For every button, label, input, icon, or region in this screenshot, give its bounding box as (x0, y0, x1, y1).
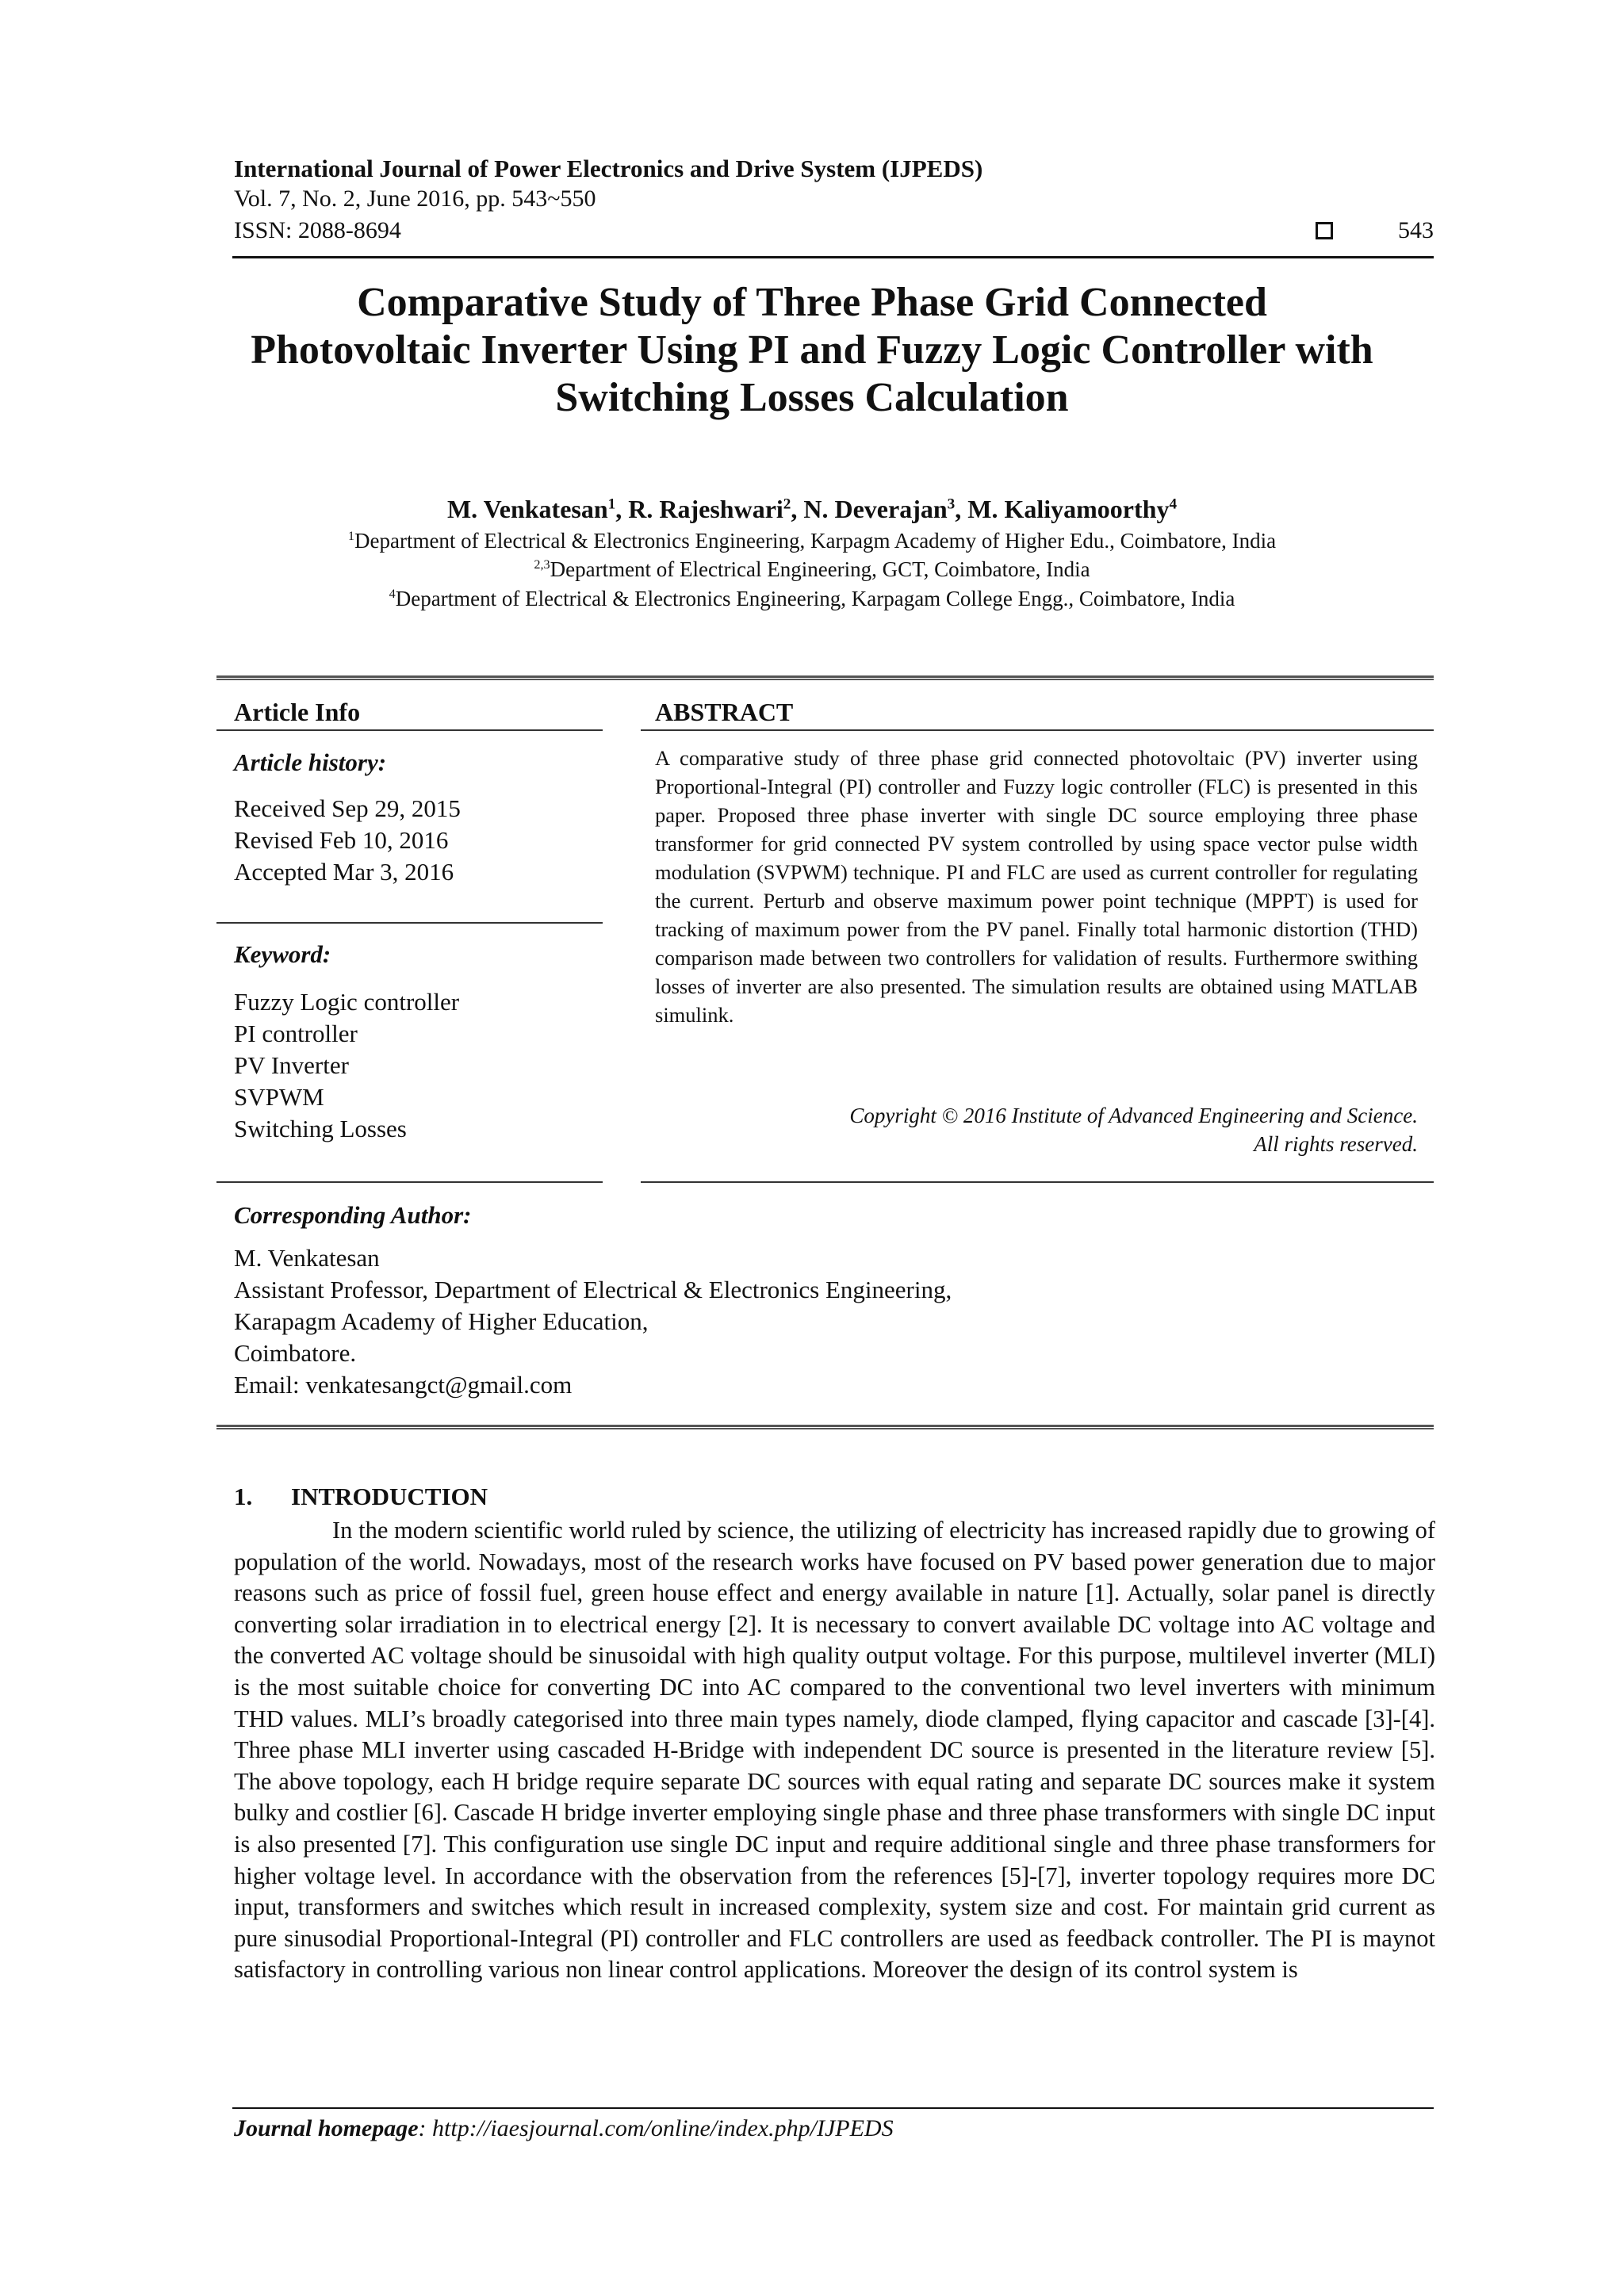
author: M. Kaliyamoorthy (967, 495, 1170, 523)
corresponding-city: Coimbatore. (234, 1339, 357, 1367)
journal-issn: ISSN: 2088-8694 (234, 217, 401, 243)
author-sup: 1 (607, 496, 616, 513)
copyright-line-2: All rights reserved. (1254, 1132, 1418, 1156)
homepage-url[interactable]: : http://iaesjournal.com/online/index.php/IJPEDS (418, 2115, 894, 2141)
keyword: PI controller (234, 1020, 358, 1047)
footer-rule (232, 2107, 1434, 2109)
author: N. Deverajan (803, 495, 948, 523)
corresponding-institution: Karapagm Academy of Higher Education, (234, 1307, 649, 1335)
revised-date: Revised Feb 10, 2016 (234, 826, 449, 854)
keyword: Fuzzy Logic controller (234, 988, 460, 1016)
keyword-list (234, 986, 459, 1145)
affiliation-text: Department of Electrical & Electronics Engineering, Karpagm Academy of Higher Edu., Coimbatore, India (354, 529, 1277, 553)
author-sep: , (615, 495, 629, 523)
author-sep: , (791, 495, 804, 523)
corresponding-position: Assistant Professor, Department of Electrical & Electronics Engineering, (234, 1276, 952, 1303)
corresponding-email: Email: venkatesangct@gmail.com (234, 1371, 573, 1399)
author-sup: 3 (947, 496, 956, 513)
accepted-date: Accepted Mar 3, 2016 (234, 858, 454, 886)
keyword: PV Inverter (234, 1051, 349, 1079)
header-rule (232, 256, 1434, 258)
article-history (234, 793, 461, 888)
section-heading-introduction (234, 1483, 488, 1511)
copyright-line-1: Copyright © 2016 Institute of Advanced Engineering and Science. (849, 1104, 1418, 1127)
affiliation-1 (190, 529, 1434, 553)
title-line-3: Switching Losses Calculation (555, 375, 1069, 420)
article-history-heading: Article history: (234, 748, 387, 776)
affiliation-2 (190, 557, 1434, 582)
keyword-rule (216, 1181, 603, 1183)
affiliation-sup: 1 (347, 529, 354, 543)
author-list (190, 495, 1434, 524)
journal-volume: Vol. 7, No. 2, June 2016, pp. 543~550 (234, 186, 596, 212)
affiliation-3 (190, 587, 1434, 611)
abstract-bottom-rule (641, 1181, 1434, 1183)
affiliation-sup: 4 (389, 587, 396, 601)
affiliation-sup: 2,3 (534, 557, 550, 572)
article-info-rule (216, 729, 603, 731)
title-line-2: Photovoltaic Inverter Using PI and Fuzzy Logic Controller with (251, 327, 1373, 373)
article-info-heading: Article Info (234, 698, 361, 726)
author-sep: , (955, 495, 968, 523)
paper-title (190, 279, 1434, 422)
author: M. Venkatesan (446, 495, 608, 523)
journal-name: International Journal of Power Electronics and Drive System (IJPEDS) (234, 155, 983, 182)
homepage-label: Journal homepage (234, 2115, 419, 2141)
author: R. Rajeshwari (628, 495, 783, 523)
received-date: Received Sep 29, 2015 (234, 794, 461, 822)
info-box-bottom-rule (216, 1425, 1434, 1429)
corresponding-author-heading: Corresponding Author: (234, 1201, 472, 1229)
corresponding-name: M. Venkatesan (234, 1244, 380, 1272)
abstract-body: A comparative study of three phase grid connected photovoltaic (PV) inverter using Proportional-Integral (PI) controller and Fuzzy logic controller (FLC) is presented in this paper. Proposed three phase inverter with single DC source employing three phase transformer for grid connected PV system controlled by using space vector pulse width modulation (SVPWM) technique. PI and FLC are used as current controller for regulating the current. Perturb and observe maximum power point technique (MPPT) is used for tracking of maximum power from the PV panel. Finally total harmonic distortion (THD) comparison made between two controllers for validation of results. Furthermore swithing losses of inverter are also presented. The simulation results are obtained using MATLAB simulink. (655, 746, 1418, 1027)
keyword: SVPWM (234, 1083, 324, 1111)
abstract-rule (641, 729, 1434, 731)
square-bullet-icon (1316, 222, 1333, 239)
section-number: 1. (234, 1483, 253, 1510)
info-box-top-rule (216, 675, 1434, 680)
copyright-notice (849, 1101, 1418, 1158)
affiliation-text: Department of Electrical & Electronics Engineering, Karpagam College Engg., Coimbatore, India (395, 587, 1235, 610)
section-title: INTRODUCTION (291, 1483, 488, 1510)
history-rule (216, 922, 603, 924)
title-line-1: Comparative Study of Three Phase Grid Connected (357, 280, 1267, 325)
journal-homepage (234, 2115, 894, 2142)
keyword-heading: Keyword: (234, 940, 331, 968)
abstract-heading: ABSTRACT (655, 698, 794, 726)
author-sup: 4 (1169, 496, 1178, 513)
corresponding-author-details (234, 1242, 952, 1401)
introduction-body: In the modern scientific world ruled by science, the utilizing of electricity has increased rapidly due to growing of population of the world. Nowadays, most of the research works have focused on PV based power generation due to major reasons such as price of fossil fuel, green house effect and energy available in nature [1]. Actually, solar panel is directly converting solar irradiation in to electrical energy [2]. It is necessary to convert available DC voltage into AC voltage and the converted AC voltage should be sinusoidal with high quality output voltage. For this purpose, multilevel inverter (MLI) is the most suitable choice for converting DC into AC compared to the conventional two level inverters with minimum THD values. MLI’s broadly categorised into three main types namely, diode clamped, flying capacitor and cascade [3]-[4]. Three phase MLI inverter using cascaded H-Bridge with independent DC source is presented in the literature review [5]. The above topology, each H bridge require separate DC sources with equal rating and separate DC sources make it system bulky and costlier [6]. Cascade H bridge inverter employing single phase and three phase transformers with single DC input is also presented [7]. This configuration use single DC input and require additional single and three phase transformers for higher voltage level. In accordance with the observation from the references [5]-[7], inverter topology requires more DC input, transformers and switches which result in increased complexity, system size and cost. For maintain grid current as pure sinusodial Proportional-Integral (PI) controller and FLC controllers are used as feedback controller. The PI is maynot satisfactory in controlling various non linear control applications. Moreover the design of its control system is (234, 1517, 1435, 1984)
affiliation-text: Department of Electrical Engineering, GCT, Coimbatore, India (550, 557, 1090, 581)
keyword: Switching Losses (234, 1115, 407, 1142)
author-sup: 2 (783, 496, 791, 513)
page-number: 543 (1398, 217, 1434, 243)
